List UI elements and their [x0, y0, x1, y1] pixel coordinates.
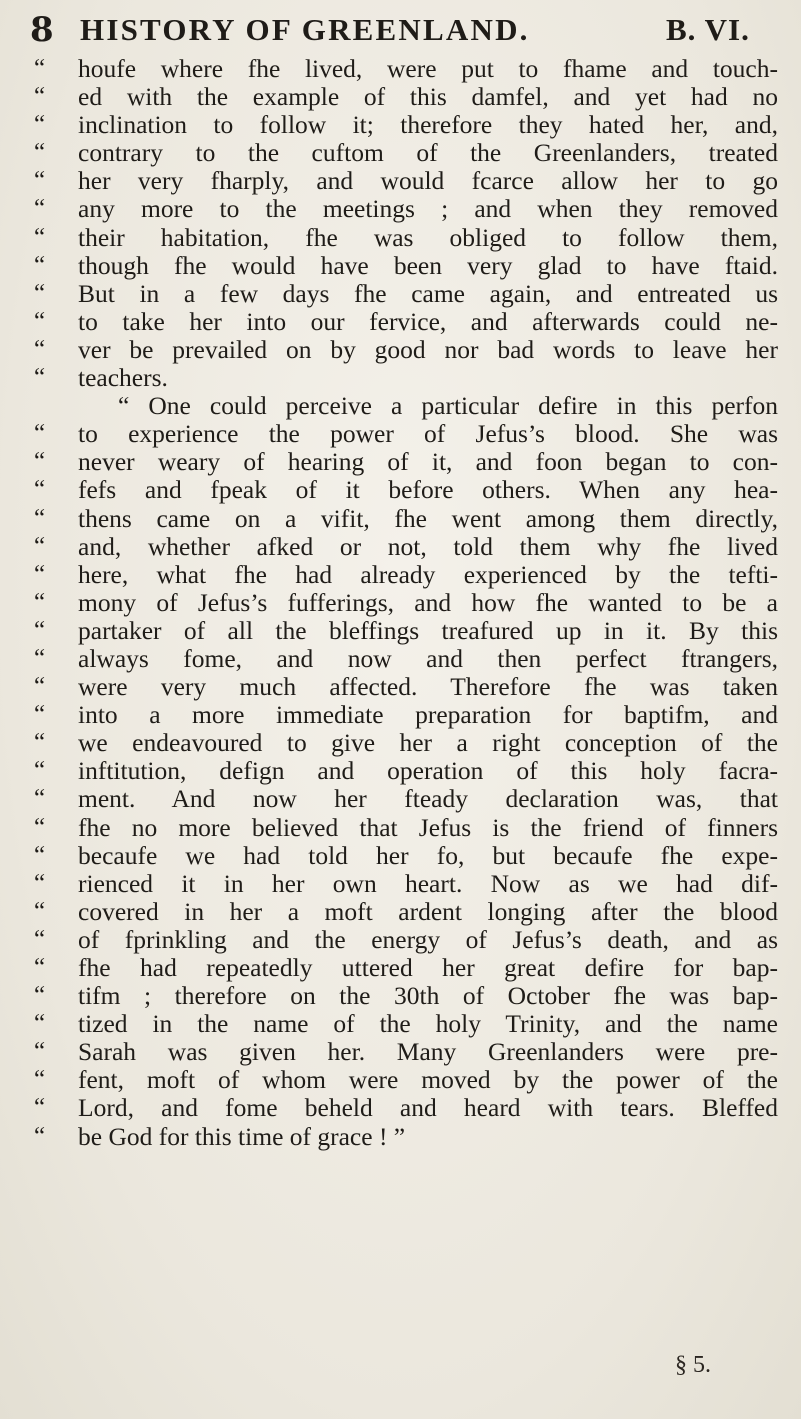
line-text: fent, moft of whom were moved by the power of the [78, 1065, 778, 1095]
line-text: here, what fhe had already experienced by the tefti- [78, 559, 778, 589]
line-text: mony of Jefus’s fufferings, and how fhe wanted to be a [78, 587, 778, 617]
text-line [0, 167, 801, 195]
margin-quote-mark: “ [34, 1122, 46, 1150]
margin-quote-mark: “ [34, 139, 46, 167]
margin-quote-mark: “ [34, 195, 46, 223]
text-line [0, 476, 801, 504]
text-line [0, 645, 801, 673]
line-text: though fhe would have been very glad to have ftaid. [78, 250, 778, 280]
margin-quote-mark: “ [34, 83, 46, 111]
margin-quote-mark: “ [34, 869, 46, 897]
margin-quote-mark: “ [34, 167, 46, 195]
margin-quote-mark: “ [34, 476, 46, 504]
margin-quote-mark: “ [34, 841, 46, 869]
line-text: were very much affected. Therefore fhe was taken [78, 672, 778, 702]
text-line [0, 1094, 801, 1122]
line-text: contrary to the cuftom of the Greenlanders, treated [78, 138, 778, 168]
line-text: inftitution, defign and operation of this holy facra- [78, 756, 778, 786]
text-line [0, 870, 801, 898]
margin-quote-mark: “ [34, 729, 46, 757]
line-text: be God for this time of grace ! ” [78, 1121, 406, 1151]
line-text: becaufe we had told her fo, but becaufe fhe expe- [78, 840, 778, 870]
margin-quote-mark: “ [34, 701, 46, 729]
margin-quote-mark: “ [34, 111, 46, 139]
line-text: their habitation, fhe was obliged to follow them, [78, 222, 778, 252]
text-line [0, 364, 801, 392]
page-header [0, 6, 801, 54]
text-line [0, 336, 801, 364]
text-line [0, 926, 801, 954]
line-text: ed with the example of this damfel, and yet had no [78, 82, 778, 112]
margin-quote-mark: “ [34, 504, 46, 532]
section-mark: § 5. [675, 1352, 711, 1378]
line-text: never weary of hearing of it, and foon began to con- [78, 447, 778, 477]
margin-quote-mark: “ [34, 616, 46, 644]
line-text: But in a few days fhe came again, and entreated us [78, 278, 778, 308]
margin-quote-mark: “ [34, 364, 46, 392]
margin-quote-mark: “ [34, 757, 46, 785]
margin-quote-mark: “ [34, 420, 46, 448]
text-line [0, 842, 801, 870]
line-text: into a more immediate preparation for baptifm, and [78, 700, 778, 730]
text-line [0, 1010, 801, 1038]
line-text: to take her into our fervice, and afterwards could ne- [78, 306, 778, 336]
margin-quote-mark: “ [34, 588, 46, 616]
text-line [0, 1038, 801, 1066]
line-text: Sarah was given her. Many Greenlanders were pre- [78, 1037, 778, 1067]
margin-quote-mark: “ [34, 1010, 46, 1038]
line-text: of fprinkling and the energy of Jefus’s death, and as [78, 924, 778, 954]
margin-quote-mark: “ [34, 897, 46, 925]
line-text: any more to the meetings ; and when they removed [78, 194, 778, 224]
text-line [0, 139, 801, 167]
line-text: ver be prevailed on by good nor bad words to leave her [78, 334, 778, 364]
text-line [0, 954, 801, 982]
line-text: fhe no more believed that Jefus is the friend of finners [78, 812, 778, 842]
margin-quote-mark: “ [34, 644, 46, 672]
line-text: Lord, and fome beheld and heard with tears. Bleffed [78, 1093, 778, 1123]
line-text: fefs and fpeak of it before others. When any hea- [78, 475, 778, 505]
line-text: her very fharply, and would fcarce allow her to go [78, 166, 778, 196]
margin-quote-mark: “ [34, 532, 46, 560]
margin-quote-mark: “ [34, 954, 46, 981]
text-line [0, 392, 801, 420]
text-line [0, 308, 801, 336]
margin-quote-mark: “ [34, 1094, 46, 1122]
margin-quote-mark: “ [34, 813, 46, 841]
line-text: partaker of all the bleffings treafured up in it. By this [78, 615, 778, 645]
line-text: covered in her a moft ardent longing after the blood [78, 896, 778, 926]
line-text: inclination to follow it; therefore they hated her, and, [78, 110, 778, 140]
margin-quote-mark: “ [34, 307, 46, 335]
text-line [0, 729, 801, 757]
text-line [0, 224, 801, 252]
text-line [0, 55, 801, 83]
text-line [0, 898, 801, 926]
text-line [0, 111, 801, 139]
text-line [0, 195, 801, 223]
text-line [0, 982, 801, 1010]
margin-quote-mark: “ [34, 448, 46, 476]
text-line [0, 420, 801, 448]
line-text: houfe where fhe lived, were put to fhame and touch- [78, 54, 778, 83]
text-line [0, 533, 801, 561]
line-text: and, whether afked or not, told them why fhe lived [78, 531, 778, 561]
text-line [0, 617, 801, 645]
margin-quote-mark: “ [34, 279, 46, 307]
text-line [0, 252, 801, 280]
line-text: teachers. [78, 363, 168, 393]
text-line [0, 757, 801, 785]
text-line [0, 1123, 801, 1151]
page-number: 8 [30, 10, 54, 50]
margin-quote-mark: “ [34, 785, 46, 813]
line-text: to experience the power of Jefus’s blood. She was [78, 419, 778, 449]
margin-quote-mark: “ [34, 55, 46, 82]
book-reference: B. VI. [666, 12, 750, 47]
line-text: tifm ; therefore on the 30th of October fhe was bap- [78, 981, 778, 1011]
line-text: ment. And now her fteady declaration was, that [78, 784, 778, 814]
text-line [0, 701, 801, 729]
text-line [0, 448, 801, 476]
line-text: always fome, and now and then perfect ftrangers, [78, 643, 778, 673]
margin-quote-mark: “ [34, 251, 46, 279]
line-text: fhe had repeatedly uttered her great defire for bap- [78, 953, 778, 982]
text-line [0, 814, 801, 842]
line-text: thens came on a vifit, fhe went among them directly, [78, 503, 778, 533]
text-line [0, 280, 801, 308]
text-line [0, 561, 801, 589]
margin-quote-mark: “ [34, 335, 46, 363]
margin-quote-mark: “ [34, 982, 46, 1010]
line-text: we endeavoured to give her a right conception of the [78, 728, 778, 758]
line-text: rienced it in her own heart. Now as we had dif- [78, 868, 778, 898]
text-line [0, 505, 801, 533]
text-line [0, 785, 801, 813]
margin-quote-mark: “ [34, 1066, 46, 1094]
text-line [0, 589, 801, 617]
text-line [0, 673, 801, 701]
text-line [0, 1066, 801, 1094]
line-text: “ One could perceive a particular defire in this perfon [118, 391, 778, 421]
line-text: tized in the name of the holy Trinity, and the name [78, 1009, 778, 1039]
margin-quote-mark: “ [34, 925, 46, 953]
margin-quote-mark: “ [34, 1038, 46, 1066]
text-line [0, 83, 801, 111]
margin-quote-mark: “ [34, 673, 46, 701]
margin-quote-mark: “ [34, 223, 46, 251]
margin-quote-mark: “ [34, 560, 46, 588]
body-text [0, 55, 801, 1151]
running-title: HISTORY OF GREENLAND. [80, 12, 530, 47]
